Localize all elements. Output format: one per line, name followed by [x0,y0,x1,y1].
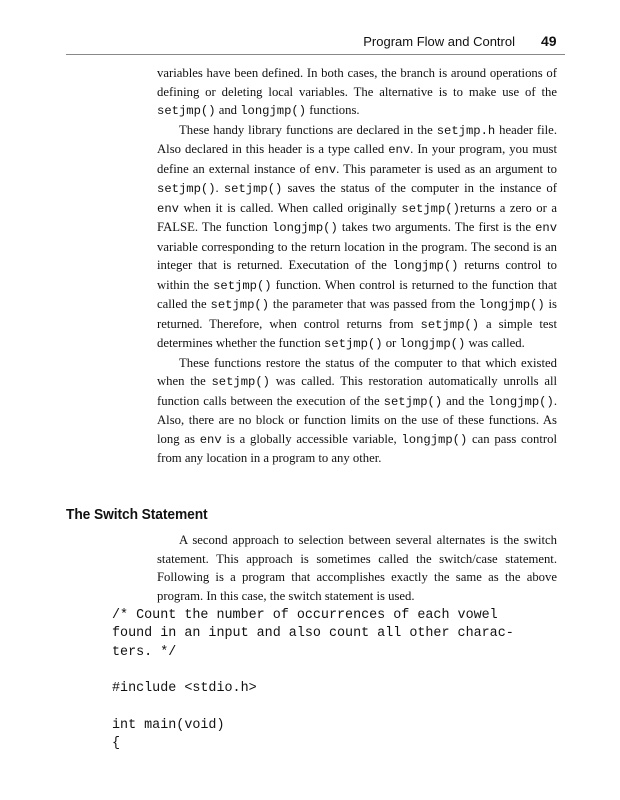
code-line: found in an input and also count all other charac- [112,626,514,642]
inline-code: setjmp() [213,278,272,293]
text-run: header file. Also declared in this header is a type called [157,122,557,156]
section-heading: The Switch Statement [66,506,208,523]
text-run: returns control to within the [157,258,557,292]
code-line: /* Count the number of occurrences of each vowel [112,608,498,623]
inline-code: setjmp() [157,182,216,196]
paragraph [157,64,557,121]
text-run: variables have been defined. In both cases, the branch is around operations of defining or deleting local variables. The alternative is to make use of the [157,66,557,99]
text-run: a simple test determines whether the function [157,316,557,350]
inline-code: setjmp() [157,104,216,118]
inline-code: longjmp() [271,221,338,235]
body-text [157,64,557,468]
inline-code: setjmp() [324,337,383,351]
text-run: . Also, there are no block or function limits on the use of these functions. As long as [157,393,557,446]
section-paragraph: A second approach to selection between several alternates is the switch statement. This approach is sometimes called the switch/case statement. Following is a program that accomplishes exactly the same as the above program. In this case, the switch statement is used. [157,533,557,603]
code-line: { [112,736,121,752]
text-run: the parameter that was passed from the [269,297,479,311]
paragraph [157,121,557,354]
text-run: is a globally accessible variable, [221,431,402,446]
text-run: when it is called. When called originally [178,200,402,215]
text-run: was called. [465,336,525,350]
text-run: and the [442,393,488,408]
text-run: saves the status of the computer in the instance of [282,181,558,195]
inline-code: longjmp() [401,432,468,447]
code-line [112,662,582,680]
inline-code: longjmp() [399,337,466,351]
inline-code: env [199,432,222,447]
inline-code: env [157,201,179,216]
text-run: is returned. Therefore, when control returns from [157,297,557,331]
text-run: These handy library functions are declared in the [179,122,437,137]
code-listing [112,607,582,753]
inline-code: setjmp() [383,394,443,409]
text-run: functions. [306,103,360,117]
inline-code: longjmp() [478,298,545,312]
text-run: These functions restore the status of the computer to that which existed when the [157,355,557,388]
inline-code: setjmp() [223,182,283,196]
inline-code: setjmp() [401,201,460,216]
code-line: int main(void) [112,717,225,733]
paragraph [157,354,557,468]
inline-code: setjmp.h [436,123,496,138]
header-rule [66,54,565,55]
inline-code: longjmp() [240,104,307,118]
text-run: and [215,103,241,117]
page-header [0,32,620,52]
inline-code: env [314,162,337,177]
inline-code: longjmp() [392,259,459,273]
code-line: ters. */ [112,644,177,660]
section-text [157,531,557,605]
running-title: Program Flow and Control [363,34,515,49]
code-line: #include <stdio.h> [112,681,257,697]
text-run: returns a zero or a FALSE. The function [157,200,557,234]
text-run: takes two arguments. The first is the [337,220,536,234]
inline-code: env [388,143,411,157]
text-run: was called. This restoration automatically unrolls all function calls between the execution of the [157,374,557,408]
page-number: 49 [541,33,557,49]
text-run: or [382,336,400,350]
text-run: variable corresponding to the return location in the program. The second is an integer that is returned. Executation of the [157,239,557,272]
text-run: can pass control from any location in a program to any other. [157,431,557,465]
inline-code: longjmp() [487,394,554,409]
text-run: function. When control is returned to the function that called the [157,277,557,311]
inline-code: setjmp() [211,375,270,389]
text-run: . [215,181,224,195]
text-run: . This parameter is used as an argument to [336,161,557,176]
inline-code: setjmp() [420,317,480,332]
inline-code: setjmp() [210,298,270,312]
code-line [112,698,582,716]
inline-code: env [535,221,558,235]
text-run: . In your program, you must define an external instance of [157,142,558,176]
